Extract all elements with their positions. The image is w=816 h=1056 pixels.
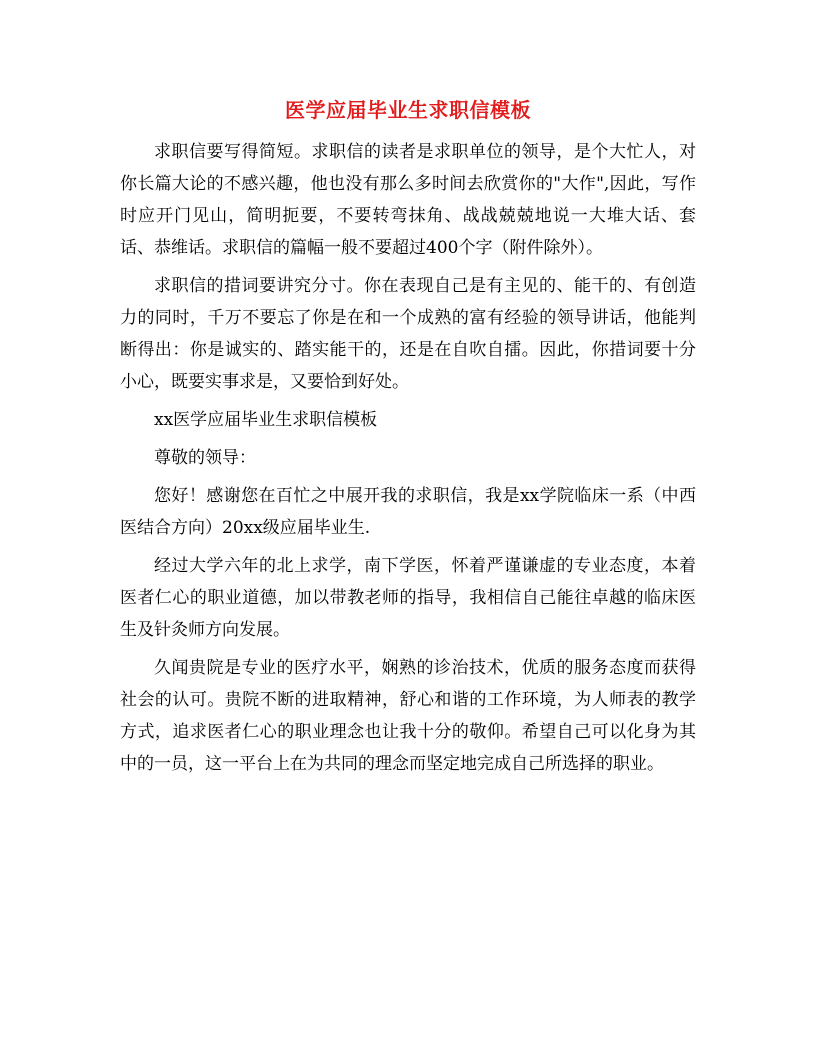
paragraph-wording: 求职信的措词要讲究分寸。你在表现自己是有主见的、能干的、有创造力的同时，千万不要忘了你是在和一个成熟的富有经验的领导讲话，他能判断得出：你是诚实的、踏实能干的，还是在自吹自擂。因此，你措词要十分小心，既要实事求是，又要恰到好处。 <box>120 276 696 392</box>
letter-heading: xx医学应届毕业生求职信模板 <box>154 410 378 430</box>
letter-salutation: 尊敬的领导： <box>154 448 256 468</box>
document-body <box>120 136 696 786</box>
document-title: 医学应届毕业生求职信模板 <box>285 98 531 122</box>
paragraph-brevity: 求职信要写得简短。求职信的读者是求职单位的领导，是个大忙人，对你长篇大论的不感兴趣，他也没有那么多时间去欣赏你的"大作",因此，写作时应开门见山，简明扼要，不要转弯抹角、战战兢兢地说一大堆大话、套话、恭维话。求职信的篇幅一般不要超过400个字（附件除外）。 <box>120 142 696 258</box>
letter-background: 经过大学六年的北上求学，南下学医，怀着严谨谦虚的专业态度，本着医者仁心的职业道德，加以带教老师的指导，我相信自己能往卓越的临床医生及针灸师方向发展。 <box>120 556 696 640</box>
letter-motivation: 久闻贵院是专业的医疗水平，娴熟的诊治技术，优质的服务态度而获得社会的认可。贵院不断的进取精神，舒心和谐的工作环境，为人师表的教学方式，追求医者仁心的职业理念也让我十分的敬仰。希望自己可以化身为其中的一员，这一平台上在为共同的理念而坚定地完成自己所选择的职业。 <box>120 658 696 774</box>
letter-greeting: 您好！感谢您在百忙之中展开我的求职信，我是xx学院临床一系（中西医结合方向）20xx级应届毕业生. <box>120 486 696 538</box>
